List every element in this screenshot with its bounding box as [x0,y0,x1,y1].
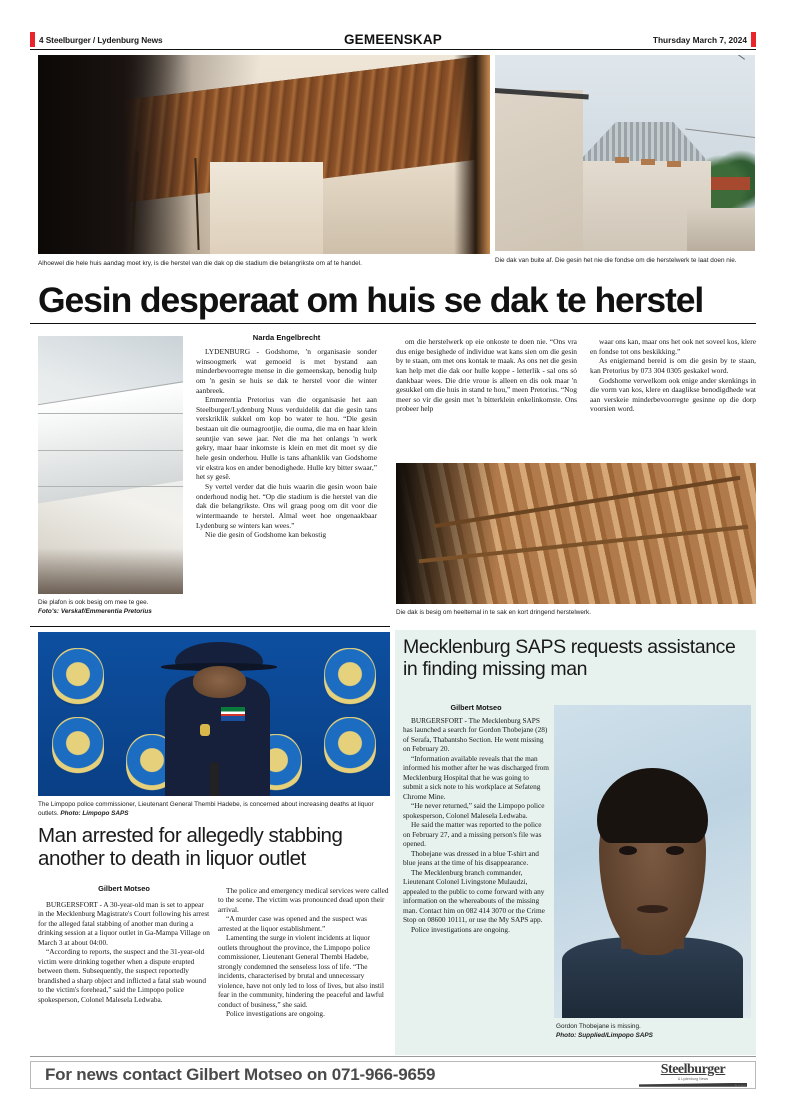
footer-contact-banner [30,1061,756,1089]
stabbing-article-column-1 [38,900,210,1004]
saps-article-body [403,716,549,934]
main-article-headline: Gesin desperaat om huis se dak te herstel [38,280,704,320]
logo-swoosh [639,1083,747,1087]
missing-man-caption-text: Gordon Thobejane is missing. [556,1023,641,1030]
main-article-column-2 [396,337,577,414]
paragraph: Nie die gesin of Godshome kan bekostig [205,530,327,540]
collapsing-roof-photo-caption: Die dak is besig om heeltemal in te sak en kort dringend herstelwerk. [396,609,592,616]
collapsing-roof-photo [396,463,756,604]
section-divider [30,626,390,627]
burnt-ceiling-photo-caption: Alhoewel die hele huis aandag moet kry, is die herstel van die dak op die stadium die belangrikste om af te handel. [38,260,362,267]
paragraph: LYDENBURG - Godshome, 'n organisasie sonder winsoogmerk wat gemoeid is met bystand aan minderbevoorregte mense in die gemeenskap, benodig hulp om 'n gesin se huis se dak te herstel voor die winter aanbreek. [196,347,377,395]
paragraph: Emmerentia Pretorius van die organisasie het aan Steelburger/Lydenburg Nuus verduidelik dat die gesin tans verskriklik sukkel om kop bo water te hou. “Die gesin bestaan uit die oumagrootjie, die ouma, die ma en haar klein seuntjie van sewe jaar. Net die ma het onlangs 'n werk gekry, maar haar inkomste is klein en met dit moet sy die hele gesin onderhou. Hulle is tans afhanklik van Godshome vir ekstra kos en ander benodighede. Hulle kry bitter swaar,” het sy gesê. [196,395,377,482]
logo-tagline: N e w s [734,1083,746,1088]
paragraph: waar ons kan, maar ons het ook net soveel kos, klere en fondse tot ons beskikking.” [590,337,756,356]
paragraph: Police investigations are ongoing. [411,924,510,934]
main-article-column-1 [196,333,377,540]
main-article-body-2 [396,337,577,414]
masthead [30,30,756,50]
stabbing-article-byline: Gilbert Motseo [98,884,150,893]
stabbing-article-headline: Man arrested for allegedly stabbing another to death in liquor outlet [38,824,343,871]
paragraph: Godshome verwelkom ook enige ander skenkings in die vorm van kos, klere en daaglikse benodigdhede wat aan verskeie minderbevoorregte gesinne op die dorp voorsien word. [590,375,756,414]
footer-contact-text: For news contact Gilbert Motseo on 071-966-9659 [45,1065,436,1084]
missing-man-photo [554,705,751,1018]
police-caption-text: The Limpopo police commissioner, Lieutenant General Thembi Hadebe, is concerned about increasing deaths at liquor outlets. [38,801,374,818]
logo-subtitle: & Lydenburg News [677,1077,709,1082]
headline-divider [30,323,756,324]
masthead-page-label: 4 Steelburger / Lydenburg News [39,34,163,45]
paragraph: BURGERSFORT - A 30-year-old man is set to appear in the Mecklenburg Magistrate's Court following his arrest for the alleged fatal stabbing of another man during a drinking session at a liquor outlet in Ga-Mampa Village on March 3 at about 04:00. [38,900,210,947]
missing-man-photo-caption [556,1022,754,1041]
sagging-ceiling-photo-caption [38,598,196,617]
paragraph: “He never returned,” said the Limpopo police spokesperson, Colonel Malesela Ledwaba. [403,801,545,820]
police-commissioner-photo-caption [38,800,390,819]
paragraph: “A murder case was opened and the suspect was arrested at the liquor establishment.” [218,914,368,933]
masthead-date: Thursday March 7, 2024 [652,34,747,45]
paragraph: The Mecklenburg branch commander, Lieutenant Colonel Livingstone Mulaudzi, appealed to the public to come forward with any information on the whereabouts of the missing man. Contact him on 082 414 3070 or the Crime Stop on 08600 10111, or use the My SAPS app. [403,867,545,925]
footer-divider [30,1056,756,1057]
saps-article-headline: Mecklenburg SAPS requests assistance in finding missing man [403,636,736,681]
paragraph: The police and emergency medical services were called to the scene. The victim was pronounced dead upon their arrival. [218,886,389,914]
paragraph: “Information available reveals that the man informed his mother after he was discharged from Mecklenburg Hospital that he was going to submit a sick note to his workplace at Sefateng Chrome Mine. [403,753,549,801]
paragraph: Thobejane was dressed in a blue T-shirt and blue jeans at the time of his disappearance. [403,848,539,868]
paragraph: He said the matter was reported to the police on February 27, and a missing person's file was opened. [403,820,542,849]
police-photo-credit: Photo: Limpopo SAPS [60,810,129,818]
steelburger-logo [639,1063,747,1087]
sagging-ceiling-caption-text: Die plafon is ook besig om mee te gee. [38,599,149,606]
main-article-body-1 [196,347,377,540]
paragraph: Police investigations are ongoing. [226,1009,325,1019]
roof-exterior-photo [495,55,755,251]
missing-man-photo-credit: Photo: Supplied/Limpopo SAPS [556,1032,653,1040]
paragraph: om die herstelwerk op eie onkoste te doen nie. “Ons vra dus enige besighede of individue wat kans sien om die gesin by te staan, om met ons kontak te maak. As ons net die gesin kan help met die dak oor hulle koppe - letterlik - sal ons só dankbaar wees. Die drie vroue is alleen en dis ook maar 'n gesukkel om die huis in stand te hou,” meen Pretorius. “Nog meer so vir die gesin met 'n bitterklein enkelinkomste. Ons probeer help [396,337,577,414]
paragraph: As enigiemand bereid is om die gesin by te staan, kan Pretorius by 073 304 0305 geskakel word. [590,356,756,375]
burnt-ceiling-photo [38,55,490,254]
paragraph: BURGERSFORT - The Mecklenburg SAPS has launched a search for Gordon Thobejane (28) of Serafa, Thabantsho Section. He went missing on February 20. [403,716,548,754]
police-commissioner-photo [38,632,390,796]
logo-name: Steelburger [660,1062,726,1078]
sagging-ceiling-photo [38,336,183,594]
stabbing-article-column-2 [218,886,390,1019]
main-article-column-3 [590,337,756,414]
masthead-section-title: GEMEENSKAP [343,32,443,47]
main-article-body-3 [590,337,756,414]
sagging-ceiling-photo-credit: Foto's: Verskaf/Emmerentia Pretorius [38,608,152,616]
paragraph: Lamenting the surge in violent incidents at liquor outlets throughout the province, the Limpopo police commissioner, Lieutenant General Thembi Hadebe, strongly condemned the senseless loss of life. “The incidents, characterised by brutal and unnecessary violence, have not only led to loss of lives, but also instil fear in the community, hindering the peaceful and lawful conduct of business,” she said. [218,933,384,1009]
paragraph: Sy vertel verder dat die huis waarin die gesin woon baie onderhoud nodig het. “Op die stadium is die herstel van die dak die belangrikste. Ons wil graag poog om dit voor die wintermaande te herstel. Almal weet hoe ongenaakbaar Lydenburg se winters kan wees.” [196,481,377,530]
roof-exterior-photo-caption: Die dak van buite af. Die gesin het nie die fondse om die herstelwerk te laat doen nie. [495,257,737,264]
paragraph: “According to reports, the suspect and the 31-year-old victim were drinking together when a dispute erupted between them. Subsequently, the suspect reportedly brandished a sharp object and inflicted a fatal stab wound to the victim's forehead,” said the Limpopo police spokesperson, Colonel Malesela Ledwaba. [38,947,206,1004]
saps-article-byline: Gilbert Motseo [450,703,502,712]
main-article-byline: Narda Engelbrecht [252,333,321,342]
